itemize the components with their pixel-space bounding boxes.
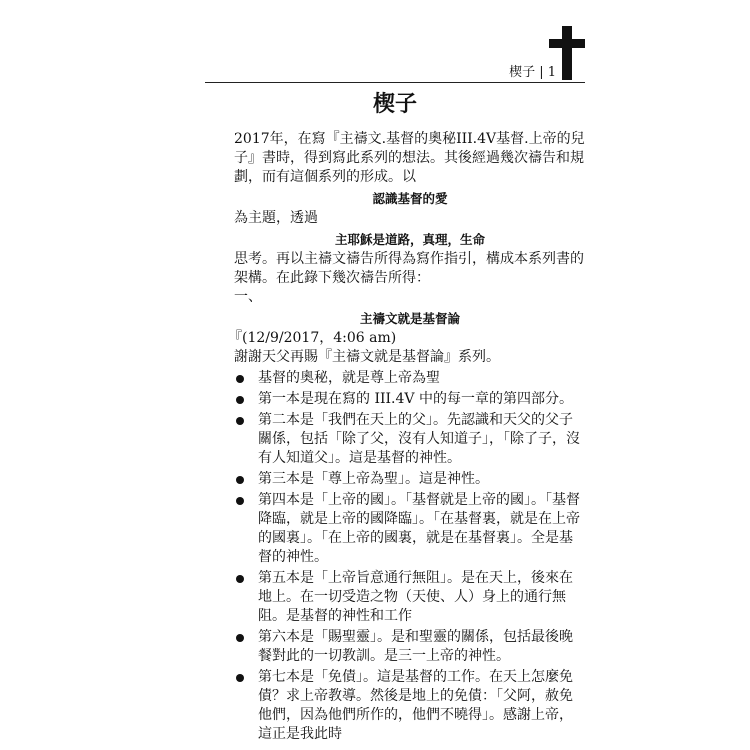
prayer-date: 『(12/9/2017，4:06 am) xyxy=(228,330,397,346)
list-item: 第四本是「上帝的國」。「基督就是上帝的國」。「基督降臨，就是上帝的國降臨」。「在基督裏，就是在上帝的國裏」。「在上帝的國裏，就是在基督裏」。全是基督的神性。 xyxy=(234,491,586,567)
subtitle-know-christ-love: 認識基督的愛 xyxy=(372,191,448,206)
subtitle-lords-prayer-christology: 主禱文就是基督論 xyxy=(359,311,460,326)
page-body xyxy=(228,130,586,746)
running-head: 楔子 | 1 xyxy=(509,65,556,80)
book-list xyxy=(234,369,586,744)
intro-paragraph xyxy=(234,130,586,187)
section-number: 一、 xyxy=(234,289,262,305)
thanks-line: 謝謝天父再賜『主禱文就是基督論』系列。 xyxy=(234,349,500,365)
list-item: 第六本是「賜聖靈」。是和聖靈的關係，包括最後晚餐對此的一切教訓。是三一上帝的神性。 xyxy=(234,628,586,666)
list-item: 第一本是現在寫的 III.4V 中的每一章的第四部分。 xyxy=(234,390,586,409)
list-item: 第二本是「我們在天上的父」。先認識和天父的父子關係，包括「除了父，沒有人知道子」，「除了子，沒有人知道父」。這是基督的神性。 xyxy=(234,411,586,468)
intro-text: 2017年，在寫『主禱文.基督的奧秘III.4V基督.上帝的兒子』書時，得到寫此系列的想法。其後經過幾次禱告和規劃，而有這個系列的形成。以 xyxy=(234,131,585,185)
page-title: 楔子 xyxy=(372,91,417,117)
list-item: 第七本是「免債」。這是基督的工作。在天上怎麼免債？求上帝教導。然後是地上的免債：「父阿，赦免他們，因為他們所作的，他們不曉得」。感謝上帝，這正是我此時 xyxy=(234,668,586,744)
header-rule xyxy=(205,82,585,83)
framework-paragraph: 思考。再以主禱文禱告所得為寫作指引，構成本系列書的架構。在此錄下幾次禱告所得： xyxy=(234,251,584,286)
subtitle-way-truth-life: 主耶穌是道路，真理，生命 xyxy=(334,232,485,247)
list-item: 第五本是「上帝旨意通行無阻」。是在天上，後來在地上。在一切受造之物（天使、人）身上的通行無阻。是基督的神性和工作 xyxy=(234,569,586,626)
list-item: 第三本是「尊上帝為聖」。這是神性。 xyxy=(234,470,586,489)
theme-line: 為主題，透過 xyxy=(234,210,318,226)
list-item: 基督的奧秘，就是尊上帝為聖 xyxy=(234,369,586,388)
